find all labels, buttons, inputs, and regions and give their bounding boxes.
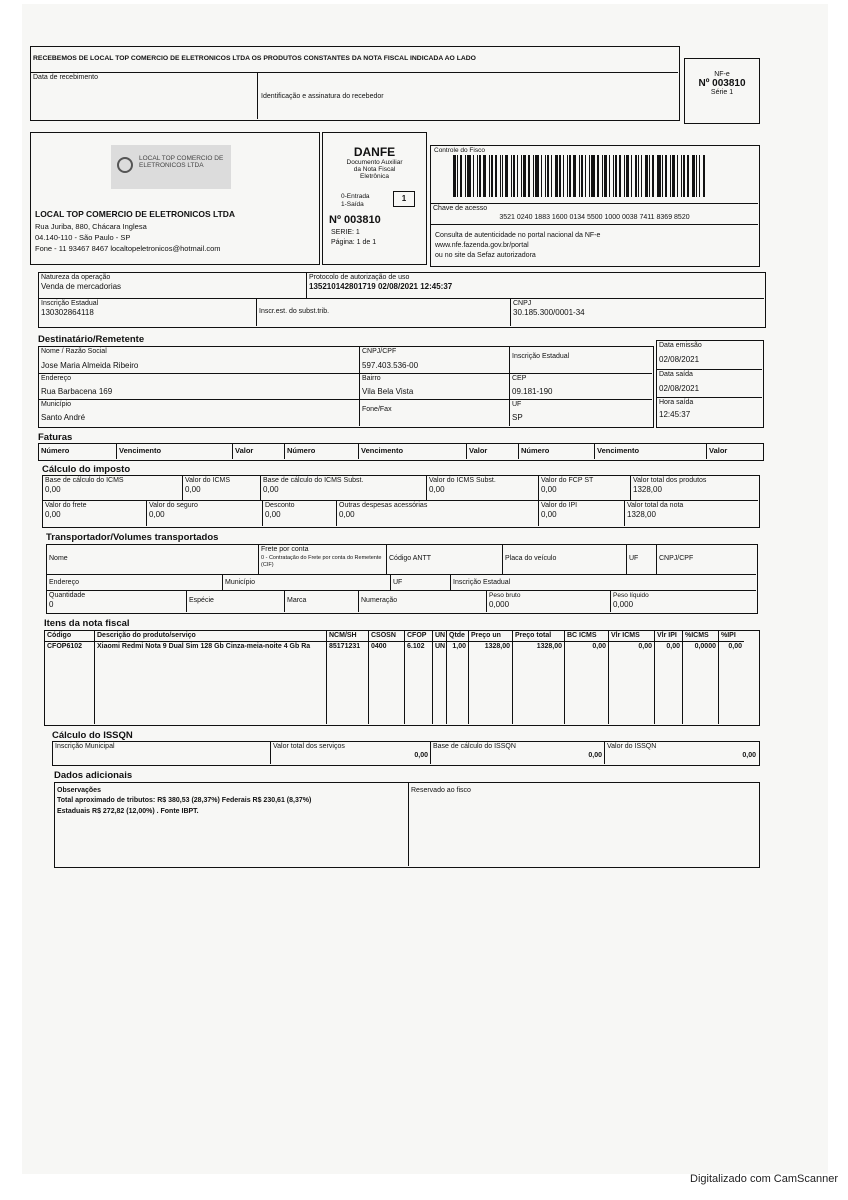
tax-value: 0,00	[541, 510, 557, 519]
net-weight-label: Peso líquido	[613, 592, 649, 599]
items-header-ncm: NCM/SH	[329, 632, 357, 639]
carrier-ie-label: Inscrição Estadual	[453, 579, 511, 586]
recipient-address-value: Rua Barbacena 169	[41, 387, 113, 396]
barcode-bar	[491, 155, 493, 197]
item-ipi-rate: 0,00	[728, 643, 742, 650]
plate-label: Placa do veículo	[505, 555, 557, 562]
invoice-header-due-1: Vencimento	[119, 446, 162, 455]
barcode-bar	[681, 155, 682, 197]
recipient-district-label: Bairro	[362, 375, 381, 382]
consult-line-3: ou no site da Sefaz autorizadora	[435, 252, 536, 259]
barcode-bar	[657, 155, 661, 197]
tax-value: 0,00	[339, 510, 355, 519]
additional-section-title: Dados adicionais	[54, 770, 133, 781]
table-row	[655, 642, 683, 724]
nfe-number: Nº 003810	[698, 78, 746, 89]
danfe-subtitle-1: Documento Auxiliar	[346, 159, 403, 166]
barcode-bar	[597, 155, 599, 197]
barcode-bar	[579, 155, 580, 197]
barcode-bar	[615, 155, 617, 197]
tax-value: 0,00	[45, 485, 61, 494]
quantity-label: Quantidade	[49, 592, 86, 599]
barcode-bar	[589, 155, 590, 197]
barcode-bar	[687, 155, 689, 197]
barcode-image	[453, 155, 743, 197]
item-total-price: 1328,00	[536, 643, 562, 650]
tax-label: Valor do ICMS	[185, 477, 230, 484]
logo-emblem-icon	[117, 157, 133, 173]
invoice-header-value-3: Valor	[709, 446, 728, 455]
consult-line-2: www.nfe.fazenda.gov.br/portal	[435, 242, 529, 249]
items-header-cell	[433, 631, 447, 642]
danfe-box	[322, 132, 427, 265]
barcode-bar	[467, 155, 471, 197]
exit-time-value: 12:45:37	[659, 410, 691, 419]
barcode-bar	[551, 155, 552, 197]
barcode-bar	[563, 155, 564, 197]
barcode-bar	[533, 155, 534, 197]
items-header-cell	[95, 631, 327, 642]
items-header-cell	[719, 631, 744, 642]
recipient-uf-value: SP	[512, 413, 523, 422]
item-icms-value: 0,00	[638, 643, 652, 650]
invoices-section-title: Faturas	[38, 432, 73, 443]
table-row	[45, 642, 95, 724]
recipient-phone-label: Fone/Fax	[362, 406, 392, 413]
barcode-bar	[585, 155, 586, 197]
nfe-label: NF-e	[714, 71, 730, 78]
observations-label: Observações	[57, 787, 101, 794]
items-header-cfop: CFOP	[407, 632, 427, 639]
carrier-cnpj-label: CNPJ/CPF	[659, 555, 694, 562]
issuer-ie-value: 130302864118	[41, 308, 94, 317]
tax-value: 1328,00	[627, 510, 656, 519]
items-header-cell	[45, 631, 95, 642]
observations-line-1: Total aproximado de tributos: R$ 380,53 (28,37%) Federais R$ 230,61 (8,37%)	[57, 797, 312, 804]
tax-label: Valor do frete	[45, 502, 87, 509]
items-header-cell	[609, 631, 655, 642]
barcode-bar	[662, 155, 663, 197]
table-row	[469, 642, 513, 724]
recipient-cep-value: 09.181-190	[512, 387, 553, 396]
barcode-bar	[545, 155, 546, 197]
additional-box	[54, 782, 760, 868]
item-unit-price: 1328,00	[484, 643, 510, 650]
barcode-bar	[460, 155, 462, 197]
tax-box	[42, 475, 760, 528]
barcode-bar	[631, 155, 632, 197]
table-row	[327, 642, 369, 724]
barcode-bar	[624, 155, 625, 197]
invoices-box	[38, 443, 764, 461]
observations-line-2: Estaduais R$ 272,82 (12,00%) . Fonte IBPT.	[57, 808, 199, 815]
barcode-bar	[581, 155, 583, 197]
danfe-exit: 1-Saída	[341, 201, 364, 208]
receipt-text: RECEBEMOS DE LOCAL TOP COMERCIO DE ELETRONICOS LTDA OS PRODUTOS CONSTANTES DA NOTA FISCAL INDICADA AO LADO	[33, 55, 476, 62]
barcode-bar	[479, 155, 481, 197]
danfe-entry: 0-Entrada	[341, 193, 370, 200]
items-header-icms-rate: %ICMS	[685, 632, 709, 639]
receipt-date-label: Data de recebimento	[33, 74, 98, 81]
danfe-type-box: 1	[393, 191, 415, 207]
tax-section-title: Cálculo do imposto	[42, 464, 131, 475]
item-ipi-value: 0,00	[666, 643, 680, 650]
invoice-header-number-1: Número	[41, 446, 70, 455]
recipient-cep-label: CEP	[512, 375, 527, 382]
issqn-box	[52, 741, 760, 766]
item-cfop: 6.102	[407, 643, 425, 650]
tax-value: 0,00	[45, 510, 61, 519]
barcode-bar	[602, 155, 603, 197]
items-header-cell	[447, 631, 469, 642]
tax-value: 0,00	[429, 485, 445, 494]
access-key-value: 3521 0240 1883 1600 0134 5500 1000 0038 7411 8369 8520	[499, 214, 690, 221]
species-label: Espécie	[189, 597, 214, 604]
services-total-label: Valor total dos serviços	[273, 743, 345, 750]
barcode-bar	[604, 155, 607, 197]
barcode-bar	[638, 155, 639, 197]
items-header-cell	[369, 631, 405, 642]
carrier-uf2-label: UF	[393, 579, 403, 586]
issuer-ie-label: Inscrição Estadual	[41, 300, 99, 307]
barcode-bar	[500, 155, 501, 197]
barcode-bar	[559, 155, 561, 197]
tax-label: Outras despesas acessórias	[339, 502, 428, 509]
company-logo	[111, 145, 231, 189]
barcode-bar	[635, 155, 637, 197]
consult-line-1: Consulta de autenticidade no portal nacional da NF-e	[435, 232, 601, 239]
barcode-bar	[619, 155, 621, 197]
logo-text: LOCAL TOP COMERCIO DE ELETRONICOS LTDA	[139, 155, 224, 169]
issuer-cnpj-label: CNPJ	[513, 300, 532, 307]
recipient-dates-box	[656, 340, 764, 428]
recipient-uf-label: UF	[512, 401, 522, 408]
tax-label: Base de cálculo do ICMS Subst.	[263, 477, 364, 484]
issqn-base-value: 0,00	[588, 752, 602, 759]
tax-value: 0,00	[265, 510, 281, 519]
protocol-value: 135210142801719 02/08/2021 12:45:37	[309, 282, 453, 291]
fisco-control-label: Controle do Fisco	[434, 147, 485, 154]
table-row	[609, 642, 655, 724]
barcode-bar	[523, 155, 526, 197]
exit-date-value: 02/08/2021	[659, 384, 700, 393]
items-header-unit-price: Preço un	[471, 632, 501, 639]
tax-value: 0,00	[149, 510, 165, 519]
issue-date-value: 02/08/2021	[659, 355, 700, 364]
freight-label: Frete por conta	[261, 546, 309, 553]
invoice-header-number-2: Número	[287, 446, 316, 455]
barcode-bar	[573, 155, 576, 197]
receipt-strip	[30, 46, 680, 121]
issqn-value-value: 0,00	[742, 752, 756, 759]
barcode-bar	[465, 155, 466, 197]
recipient-box	[38, 346, 654, 428]
tax-value: 0,00	[263, 485, 279, 494]
barcode-bar	[641, 155, 642, 197]
barcode-bar	[547, 155, 549, 197]
recipient-section-title: Destinatário/Remetente	[38, 334, 145, 345]
table-row	[405, 642, 433, 724]
invoice-header-value-2: Valor	[469, 446, 488, 455]
recipient-address-label: Endereço	[41, 375, 71, 382]
gross-weight-label: Peso bruto	[489, 592, 521, 599]
tax-label: Valor total da nota	[627, 502, 684, 509]
table-row	[513, 642, 565, 724]
barcode-bar	[569, 155, 571, 197]
item-bc-icms: 0,00	[592, 643, 606, 650]
barcode-bar	[477, 155, 478, 197]
table-row	[447, 642, 469, 724]
item-code: CFOP6102	[47, 643, 83, 650]
barcode-bar	[517, 155, 518, 197]
items-header-code: Código	[47, 632, 72, 639]
issuer-city: 04.140-110 - São Paulo - SP	[35, 233, 131, 242]
exit-date-label: Data saída	[659, 371, 693, 378]
tax-value: 1328,00	[633, 485, 662, 494]
net-weight-value: 0,000	[613, 600, 634, 609]
danfe-number: Nº 003810	[329, 214, 381, 226]
barcode-bar	[453, 155, 456, 197]
gross-weight-value: 0,000	[489, 600, 510, 609]
items-header-cell	[327, 631, 369, 642]
barcode-bar	[528, 155, 530, 197]
nature-value: Venda de mercadorias	[41, 282, 122, 291]
table-row	[683, 642, 719, 724]
items-header-icms-value: Vlr ICMS	[611, 632, 640, 639]
carrier-address-label: Endereço	[49, 579, 79, 586]
item-csosn: 0400	[371, 643, 387, 650]
barcode-bar	[692, 155, 695, 197]
invoice-header-due-3: Vencimento	[597, 446, 640, 455]
issuer-address: Rua Juriba, 880, Chácara Inglesa	[35, 222, 147, 231]
access-key-label: Chave de acesso	[433, 205, 488, 212]
issue-date-label: Data emissão	[659, 342, 702, 349]
recipient-ie-label: Inscrição Estadual	[512, 353, 570, 360]
invoice-header-number-3: Número	[521, 446, 550, 455]
antt-label: Código ANTT	[389, 555, 432, 562]
barcode-bar	[511, 155, 512, 197]
items-header-cell	[469, 631, 513, 642]
items-header-cell	[655, 631, 683, 642]
items-section-title: Itens da nota fiscal	[44, 618, 130, 629]
invoice-header-value-1: Valor	[235, 446, 254, 455]
receipt-signature-label: Identificação e assinatura do recebedor	[261, 93, 384, 100]
tax-label: Valor do FCP ST	[541, 477, 594, 484]
carrier-city-label: Município	[225, 579, 255, 586]
tax-label: Valor do seguro	[149, 502, 198, 509]
barcode-bar	[521, 155, 522, 197]
barcode-bar	[645, 155, 648, 197]
camscanner-watermark: Digitalizado com CamScanner	[690, 1173, 838, 1185]
barcode-bar	[665, 155, 667, 197]
tax-label: Valor do IPI	[541, 502, 578, 509]
items-header-cell	[513, 631, 565, 642]
transport-box	[46, 544, 758, 614]
danfe-page: Página: 1 de 1	[331, 239, 377, 246]
protocol-label: Protocolo de autorização de uso	[309, 274, 410, 281]
barcode-bar	[483, 155, 486, 197]
items-header-total-price: Preço total	[515, 632, 552, 639]
ie-st-label: Inscr.est. do subst.trib.	[259, 308, 330, 315]
items-table	[44, 630, 760, 726]
receipt-nfe-box	[684, 58, 760, 124]
barcode-bar	[677, 155, 678, 197]
tax-value: 0,00	[185, 485, 201, 494]
barcode-bar	[670, 155, 671, 197]
barcode-bar	[505, 155, 508, 197]
item-qty: 1,00	[452, 643, 466, 650]
items-header-cell	[405, 631, 433, 642]
barcode-bar	[696, 155, 697, 197]
items-header-unit: UN	[435, 632, 446, 639]
numbering-label: Numeração	[361, 597, 398, 604]
barcode-bar	[495, 155, 497, 197]
recipient-cpf-value: 597.403.536-00	[362, 361, 419, 370]
operation-box	[38, 272, 766, 328]
items-header-ipi-value: Vlr IPI	[657, 632, 677, 639]
recipient-name-value: Jose Maria Almeida Ribeiro	[41, 361, 139, 370]
items-header-bc-icms: BC ICMS	[567, 632, 597, 639]
barcode-bar	[649, 155, 650, 197]
invoice-header-due-2: Vencimento	[361, 446, 404, 455]
brand-label: Marca	[287, 597, 307, 604]
issuer-cnpj-value: 30.185.300/0001-34	[513, 308, 585, 317]
municipal-reg-label: Inscrição Municipal	[55, 743, 115, 750]
barcode-bar	[672, 155, 675, 197]
items-header-cell	[565, 631, 609, 642]
barcode-bar	[626, 155, 629, 197]
carrier-uf-label: UF	[629, 555, 639, 562]
issuer-box	[30, 132, 320, 265]
barcode-bar	[513, 155, 515, 197]
barcode-bar	[457, 155, 458, 197]
barcode-bar	[567, 155, 568, 197]
barcode-bar	[652, 155, 654, 197]
danfe-subtitle-3: Eletrônica	[360, 173, 389, 180]
recipient-city-value: Santo André	[41, 413, 86, 422]
barcode-bar	[591, 155, 595, 197]
table-row	[95, 642, 327, 724]
barcode-bar	[703, 155, 705, 197]
barcode-bar	[613, 155, 614, 197]
barcode-bar	[489, 155, 490, 197]
access-box	[430, 145, 760, 267]
items-header-ipi-rate: %IPI	[721, 632, 736, 639]
table-row	[719, 642, 744, 724]
item-ncm: 85171231	[329, 643, 361, 650]
barcode-bar	[699, 155, 700, 197]
tax-label: Base de cálculo do ICMS	[45, 477, 124, 484]
tax-label: Desconto	[265, 502, 295, 509]
tax-label: Valor total dos produtos	[633, 477, 707, 484]
freight-value: 0 - Contratação do Frete por conta do Remetente (CIF)	[261, 555, 382, 568]
barcode-bar	[609, 155, 610, 197]
items-header-description: Descrição do produto/serviço	[97, 632, 196, 639]
reserved-label: Reservado ao fisco	[411, 787, 471, 794]
table-row	[565, 642, 609, 724]
issuer-contact: Fone - 11 93467 8467 localtopeletronicos@hotmail.com	[35, 244, 221, 253]
issqn-value-label: Valor do ISSQN	[607, 743, 657, 750]
table-row	[433, 642, 447, 724]
recipient-cpf-label: CNPJ/CPF	[362, 348, 397, 355]
nature-label: Natureza da operação	[41, 274, 111, 281]
quantity-value: 0	[49, 600, 54, 609]
issuer-name: LOCAL TOP COMERCIO DE ELETRONICOS LTDA	[35, 209, 236, 219]
barcode-bar	[683, 155, 685, 197]
items-header-csosn: CSOSN	[371, 632, 396, 639]
item-description: Xiaomi Redmi Nota 9 Dual Sim 128 Gb Cinza-meia-noite 4 Gb Ra	[97, 643, 311, 650]
barcode-bar	[473, 155, 474, 197]
barcode-bar	[502, 155, 503, 197]
barcode-bar	[535, 155, 539, 197]
table-row	[369, 642, 405, 724]
issqn-base-label: Base de cálculo do ISSQN	[433, 743, 516, 750]
recipient-city-label: Município	[41, 401, 71, 408]
barcode-bar	[541, 155, 542, 197]
exit-time-label: Hora saída	[659, 399, 694, 406]
recipient-district-value: Vila Bela Vista	[362, 387, 414, 396]
items-header-cell	[683, 631, 719, 642]
tax-value: 0,00	[541, 485, 557, 494]
services-total-value: 0,00	[414, 752, 428, 759]
carrier-name-label: Nome	[49, 555, 68, 562]
transport-section-title: Transportador/Volumes transportados	[46, 532, 219, 543]
issqn-section-title: Cálculo do ISSQN	[52, 730, 133, 741]
nfe-series: Série 1	[710, 89, 734, 96]
items-header-qty: Qtde	[449, 632, 465, 639]
item-icms-rate: 0,0000	[694, 643, 716, 650]
item-unit: UN	[435, 643, 446, 650]
danfe-subtitle-2: da Nota Fiscal	[353, 166, 396, 173]
danfe-series: SERIE: 1	[331, 229, 360, 236]
recipient-name-label: Nome / Razão Social	[41, 348, 107, 355]
tax-label: Valor do ICMS Subst.	[429, 477, 496, 484]
barcode-bar	[555, 155, 558, 197]
danfe-title: DANFE	[353, 145, 396, 159]
